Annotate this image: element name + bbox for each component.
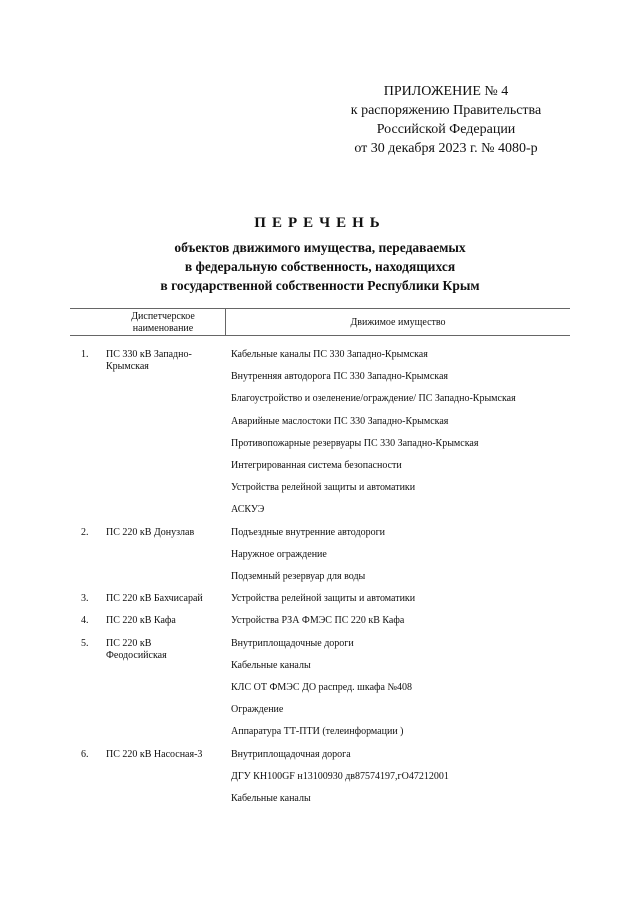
subtitle-line: объектов движимого имущества, передаваемых bbox=[174, 240, 466, 255]
document-subtitle bbox=[0, 238, 640, 295]
document-heading: ПЕРЕЧЕНЬ bbox=[254, 215, 386, 231]
property-item: Кабельные каналы ПС 330 Западно-Крымская bbox=[231, 349, 428, 360]
appendix-line: Российской Федерации bbox=[376, 122, 516, 137]
row-number: 5. bbox=[81, 637, 89, 649]
property-item: Благоустройство и озеленение/ограждение/ ПС Западно-Крымская bbox=[231, 393, 516, 405]
property-item: Внутриплощадочная дорога bbox=[231, 748, 351, 760]
subtitle-line: в федеральную собственность, находящихся bbox=[184, 259, 456, 274]
property-item: Аппаратура ТТ-ПТИ (телеинформации ) bbox=[231, 726, 404, 738]
row-dispatcher-name: ПС 220 кВ Насосная-3 bbox=[106, 748, 203, 760]
column-header-dispatcher: Диспетчерское наименование bbox=[131, 311, 195, 334]
property-item: Устройства релейной защиты и автоматики bbox=[231, 593, 416, 605]
appendix-line: от 30 декабря 2023 г. № 4080-р bbox=[354, 141, 538, 156]
property-item: Подъездные внутренние автодороги bbox=[231, 526, 386, 538]
property-item: Устройства релейной защиты и автоматики bbox=[231, 482, 416, 494]
property-item: Внутриплощадочные дороги bbox=[231, 637, 354, 649]
property-item: ДГУ КН100GF н13100930 дв87574197,гО47212001 bbox=[231, 770, 449, 782]
property-item: Ограждение bbox=[231, 704, 284, 716]
property-item: Наружное ограждение bbox=[231, 548, 327, 560]
appendix-line: к распоряжению Правительства bbox=[350, 103, 542, 118]
row-dispatcher-name: ПС 220 кВ Феодосийская bbox=[106, 637, 167, 661]
property-item: Аварийные маслостоки ПС 330 Западно-Крымская bbox=[231, 415, 449, 427]
appendix-title: ПРИЛОЖЕНИЕ № 4 bbox=[383, 84, 509, 99]
appendix-block bbox=[330, 82, 562, 158]
row-dispatcher-name: ПС 220 кВ Донузлав bbox=[106, 526, 195, 538]
row-number: 4. bbox=[81, 615, 89, 627]
property-item: Противопожарные резервуары ПС 330 Западно-Крымская bbox=[231, 437, 479, 449]
table-header-border bbox=[70, 335, 570, 336]
property-item: Подземный резервуар для воды bbox=[231, 571, 366, 582]
property-item: Устройства РЗА ФМЭС ПС 220 кВ Кафа bbox=[231, 615, 405, 627]
row-number: 6. bbox=[81, 748, 89, 760]
property-item: Кабельные каналы bbox=[231, 659, 311, 671]
property-item: Внутренняя автодорога ПС 330 Западно-Крымская bbox=[231, 371, 449, 383]
table-top-border bbox=[70, 308, 570, 309]
row-number: 2. bbox=[81, 526, 89, 538]
row-dispatcher-name: ПС 330 кВ Западно- Крымская bbox=[106, 349, 192, 372]
row-dispatcher-name: ПС 220 кВ Бахчисарай bbox=[106, 593, 203, 605]
property-item: КЛС ОТ ФМЭС ДО распред. шкафа №408 bbox=[231, 682, 412, 693]
row-dispatcher-name: ПС 220 кВ Кафа bbox=[106, 615, 176, 627]
row-number: 1. bbox=[81, 349, 89, 360]
subtitle-line: в государственной собственности Республики Крым bbox=[160, 278, 480, 293]
property-item: АСКУЭ bbox=[231, 504, 265, 516]
property-item: Кабельные каналы bbox=[231, 793, 311, 804]
column-header-property: Движимое имущество bbox=[350, 317, 446, 328]
row-number: 3. bbox=[81, 593, 89, 605]
property-item: Интегрированная система безопасности bbox=[231, 460, 402, 471]
